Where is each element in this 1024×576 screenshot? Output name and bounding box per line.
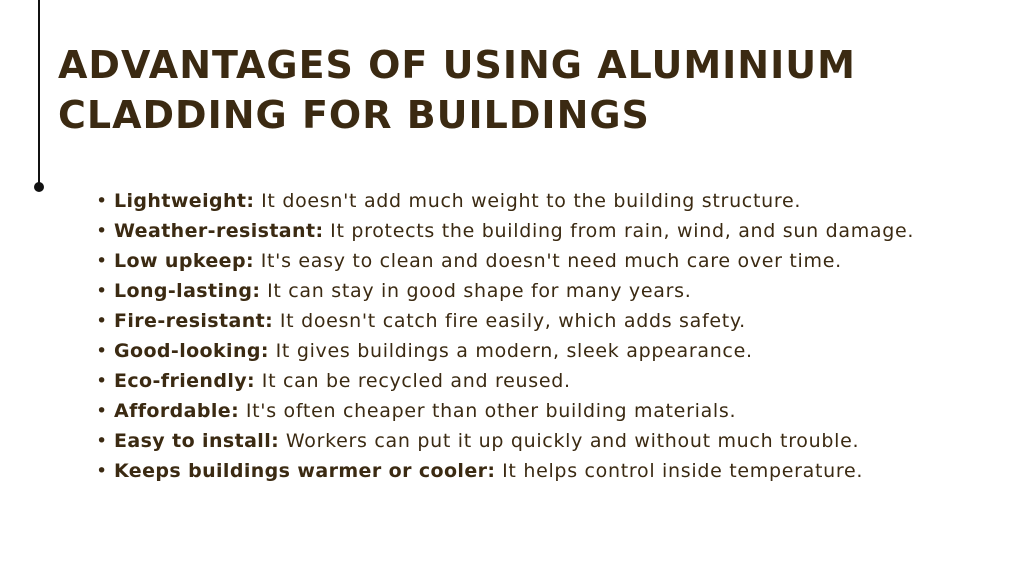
item-term: Fire-resistant: xyxy=(114,310,274,332)
list-item xyxy=(96,186,914,216)
item-term: Affordable: xyxy=(114,400,240,422)
bullet-icon: • xyxy=(96,460,108,482)
bullet-icon: • xyxy=(96,400,108,422)
title-line-1: ADVANTAGES OF USING ALUMINIUM xyxy=(58,43,856,87)
item-text: It gives buildings a modern, sleek appearance. xyxy=(268,340,753,362)
item-text: It doesn't catch fire easily, which adds safety. xyxy=(273,310,746,332)
list-item xyxy=(96,336,914,366)
list-item xyxy=(96,276,914,306)
bullet-icon: • xyxy=(96,340,108,362)
item-text: It's often cheaper than other building materials. xyxy=(239,400,737,422)
benefit-list xyxy=(96,186,914,486)
item-text: It doesn't add much weight to the building structure. xyxy=(254,190,802,212)
bullet-icon: • xyxy=(96,370,108,392)
list-item xyxy=(96,396,914,426)
title-line-2: CLADDING FOR BUILDINGS xyxy=(58,93,650,137)
item-term: Low upkeep: xyxy=(114,250,254,272)
list-item xyxy=(96,366,914,396)
bullet-icon: • xyxy=(96,310,108,332)
item-text: Workers can put it up quickly and without much trouble. xyxy=(279,430,860,452)
bullet-icon: • xyxy=(96,250,108,272)
bullet-icon: • xyxy=(96,280,108,302)
item-text: It can be recycled and reused. xyxy=(255,370,571,392)
list-item xyxy=(96,426,914,456)
item-term: Lightweight: xyxy=(114,190,255,212)
item-text: It helps control inside temperature. xyxy=(495,460,864,482)
item-term: Long-lasting: xyxy=(114,280,261,302)
item-term: Eco-friendly: xyxy=(114,370,256,392)
page-title xyxy=(58,40,856,140)
item-term: Good-looking: xyxy=(114,340,269,362)
item-term: Easy to install: xyxy=(114,430,280,452)
bullet-icon: • xyxy=(96,430,108,452)
list-item xyxy=(96,456,914,486)
bullet-icon: • xyxy=(96,190,108,212)
item-text: It's easy to clean and doesn't need much care over time. xyxy=(253,250,842,272)
accent-dot xyxy=(34,182,44,192)
list-item xyxy=(96,246,914,276)
list-item xyxy=(96,216,914,246)
item-term: Keeps buildings warmer or cooler: xyxy=(114,460,496,482)
accent-line xyxy=(38,0,40,186)
bullet-icon: • xyxy=(96,220,108,242)
item-text: It protects the building from rain, wind, and sun damage. xyxy=(323,220,915,242)
item-text: It can stay in good shape for many years. xyxy=(260,280,692,302)
list-item xyxy=(96,306,914,336)
item-term: Weather-resistant: xyxy=(114,220,324,242)
